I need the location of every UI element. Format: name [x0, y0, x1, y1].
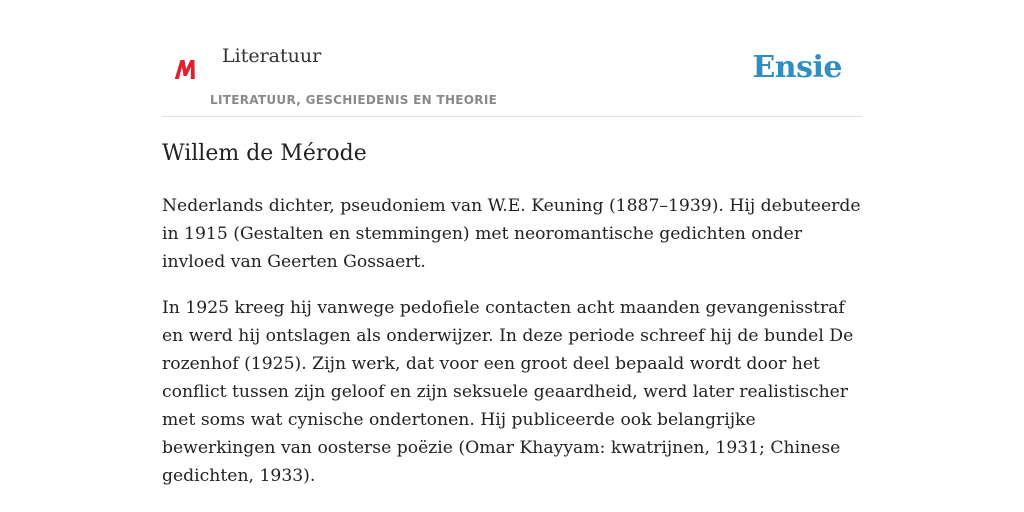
category-subtitle: LITERATUUR, GESCHIEDENIS EN THEORIE	[210, 93, 498, 107]
article	[162, 138, 862, 508]
category-title[interactable]: Literatuur	[222, 45, 322, 67]
header	[162, 0, 862, 117]
brand-logo[interactable]: Ensie	[752, 50, 842, 85]
article-paragraph: Nederlands dichter, pseudoniem van W.E. Keuning (1887–1939). Hij debuteerde in 1915 (Gestalten en stemmingen) met neoromantische gedichten onder invloed van Geerten Gossaert.	[162, 196, 861, 272]
category-logo-icon[interactable]	[172, 56, 198, 82]
article-paragraph: In 1925 kreeg hij vanwege pedofiele contacten acht maanden gevangenisstraf en werd hij ontslagen als onderwijzer. In deze periode schreef hij de bundel De rozenhof (1925). Zijn werk, dat voor een groot deel bepaald wordt door het conflict tussen zijn geloof en zijn seksuele geaardheid, werd later realistischer met soms wat cynische ondertonen. Hij publiceerde ook belangrijke bewerkingen van oosterse poëzie (Omar Khayyam: kwatrijnen, 1931; Chinese gedichten, 1933).	[162, 298, 854, 486]
article-title: Willem de Mérode	[162, 141, 367, 166]
